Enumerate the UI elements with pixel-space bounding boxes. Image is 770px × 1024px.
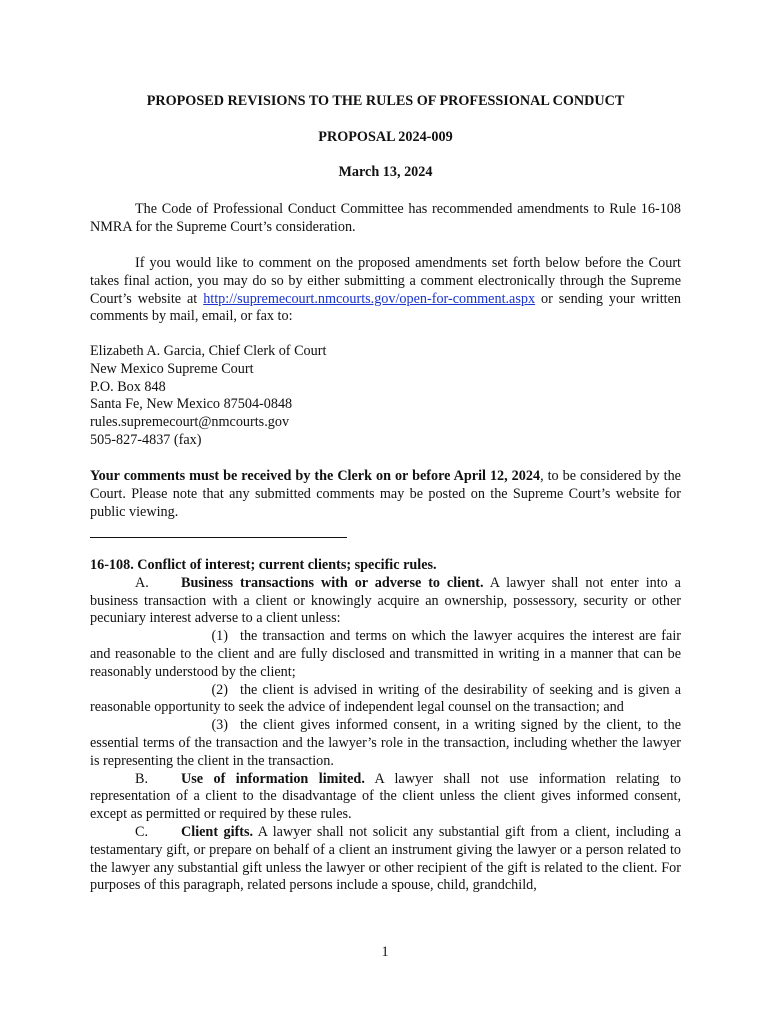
comment-instructions-paragraph — [90, 255, 681, 326]
deadline-bold-text: Your comments must be received by the Clerk on or before April 12, 2024 — [90, 468, 541, 484]
paragraph-a-text: A lawyer shall not enter into a business transaction with a client or knowingly acquire an ownership, possessory, security or other pecuniary interest adverse to a client unless: — [90, 574, 681, 627]
paragraph-c-title: Client gifts. — [181, 823, 254, 840]
paragraph-b-text: A lawyer shall not use information relating to representation of a client to the disadvantage of the client unless the client gives informed consent, except as permitted or required by these rules. — [90, 770, 681, 823]
paragraph-a-label: A. — [135, 574, 149, 591]
subparagraph-a2 — [90, 682, 681, 718]
deadline-paragraph — [90, 468, 681, 521]
rule-heading: 16-108. Conflict of interest; current clients; specific rules. — [90, 557, 437, 573]
paragraph-c-label: C. — [135, 823, 149, 840]
subparagraph-a1 — [90, 628, 681, 681]
comment-instructions-text-end: or sending your written comments by mail, email, or fax to: — [90, 290, 682, 325]
proposal-date: March 13, 2024 — [338, 164, 433, 180]
paragraph-a — [90, 575, 681, 628]
paragraph-b — [90, 771, 681, 824]
intro-paragraph: The Code of Professional Conduct Committee has recommended amendments to Rule 16-108 NMRA for the Supreme Court’s consideration. — [90, 201, 681, 235]
address-line: P.O. Box 848 — [90, 378, 166, 395]
address-line: Santa Fe, New Mexico 87504-0848 — [90, 396, 293, 413]
rule-text — [90, 557, 681, 895]
address-email: rules.supremecourt@nmcourts.gov — [90, 414, 290, 431]
page-number: 1 — [381, 944, 389, 960]
proposal-number: PROPOSAL 2024-009 — [318, 129, 453, 145]
paragraph-c — [90, 824, 681, 895]
open-for-comment-link[interactable]: http://supremecourt.nmcourts.gov/open-for-comment.aspx — [203, 290, 536, 307]
paragraph-b-label: B. — [135, 770, 149, 787]
subparagraph-a1-text: the transaction and terms on which the lawyer acquires the interest are fair and reasonable to the client and are fully disclosed and transmitted in writing in a manner that can be reasonably understood by the client; — [90, 628, 681, 680]
subparagraph-a3-text: the client gives informed consent, in a writing signed by the client, to the essential terms of the transaction and the lawyer’s role in the transaction, including whether the lawyer is representing the client in the transaction. — [90, 717, 681, 769]
paragraph-c-text: A lawyer shall not solicit any substantial gift from a client, including a testamentary gift, or prepare on behalf of a client an instrument giving the lawyer or a person related to the lawyer any substantial gift unless the lawyer or other recipient of the gift is related to the client. For purposes of this paragraph, related persons include a spouse, child, grandchild, — [90, 823, 681, 894]
address-fax: 505-827-4837 (fax) — [90, 431, 202, 448]
subparagraph-a1-label: (1) — [211, 628, 228, 645]
document-title: PROPOSED REVISIONS TO THE RULES OF PROFESSIONAL CONDUCT — [146, 93, 625, 109]
comment-instructions-text: If you would like to comment on the proposed amendments set forth below before the Court takes final action, you may do so by either submitting a comment electronically through the Supreme Court’s website at — [90, 255, 681, 307]
subparagraph-a2-text: the client is advised in writing of the desirability of seeking and is given a reasonable opportunity to seek the advice of independent legal counsel on the transaction; and — [90, 681, 681, 716]
address-line: Elizabeth A. Garcia, Chief Clerk of Court — [90, 343, 327, 359]
paragraph-a-title: Business transactions with or adverse to client. — [181, 574, 484, 591]
subparagraph-a2-label: (2) — [211, 681, 228, 698]
subparagraph-a3 — [90, 717, 681, 770]
subparagraph-a3-label: (3) — [211, 717, 228, 734]
separator-line — [90, 537, 347, 538]
deadline-text: , to be considered by the Court. Please note that any submitted comments may be posted on the Supreme Court’s website for public viewing. — [90, 468, 681, 520]
clerk-address-block — [90, 343, 681, 450]
address-line: New Mexico Supreme Court — [90, 360, 254, 377]
paragraph-b-title: Use of information limited. — [181, 770, 365, 787]
